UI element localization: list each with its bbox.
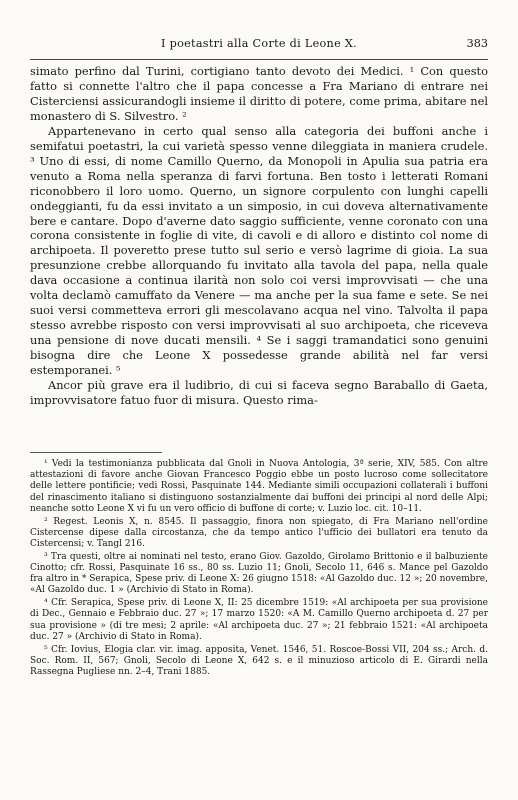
paragraph-2: Appartenevano in certo qual senso alla categoria dei buffoni anche i semifatui poetastri, la cui varietà spesso venne dileggiata in maniera crudele. ³ Uno di essi, di nome Camillo Querno, da Monopoli in Apulia sua patria era venuto a Roma nella speranza di farvi fortuna. Ben tosto i letterati Romani riconobbero il loro uomo. Querno, un signore corpulento con lunghi capelli ondeggianti, fu da essi invitato a un simposio, in cui doveva alternativamente bere e cantare. Dopo d'averne dato saggio sufficiente, venne coronato con una corona consistente in foglie di vite, di cavoli e di alloro e distinto col nome di archipoeta. Il poveretto prese tutto sul serio e versò lagrime di gioia. La sua presunzione crebbe allorquando fu invitato alla tavola del papa, nella quale dava occasione a continua ilarità non solo coi versi improvvisati — che una volta declamò camuffato da Venere — ma anche per la sua fame e sete. Se nei suoi versi commetteva errori gli mescolavano acqua nel vino. Talvolta il papa stesso avrebbe risposto con versi improvvisati al suo archipoeta, che riceveva una pensione di nove ducati mensili. ⁴ Se i saggi tramandatici sono genuini bisogna dire che Leone X possedesse grande abilità nel far versi estemporanei. ⁵ [30, 123, 488, 378]
footnote-1: ¹ Vedi la testimonianza pubblicata dal Gnoli in Nuova Antologia, 3ª serie, XIV, 585. Con altre attestazioni di favore anche Giovan Francesco Poggio ebbe un posto lucroso come sollecitatore delle lettere pontificie; vedi Rossi, Pasquinate 144. Mediante simili occupazioni collaterali i buffoni del rinascimento italiano si distinguono sostanzialmente dai buffoni dei principi al nord delle Alpi; neanche sotto Leone X vi fu un vero officio di buffone di corte; v. Luzio loc. cit. 10–11. [30, 459, 488, 514]
paragraph-3: Ancor più grave era il ludibrio, di cui si faceva segno Baraballo di Gaeta, improvvisatore fatuo fuor di misura. Questo rima- [30, 378, 488, 407]
footnotes [30, 459, 488, 680]
header-rule [30, 59, 488, 60]
footnote-5: ⁵ Cfr. Iovius, Elogia clar. vir. imag. apposita, Venet. 1546, 51. Roscoe-Bossi VII, 204 ss.; Arch. d. Soc. Rom. II, 567; Gnoli, Secolo di Leone X, 642 s. e il minuzioso articolo di E. Girardi nella Rassegna Pugliese nn. 2–4, Trani 1885. [30, 644, 488, 678]
footnote-3: ³ Tra questi, oltre ai nominati nel testo, erano Giov. Gazoldo, Girolamo Brittonio e il balbuziente Cinotto; cfr. Rossi, Pasquinate 16 ss., 80 ss. Luzio 11; Gnoli, Secolo 11, 646 s. Mance pel Gazoldo fra altro in * Serapica, Spese priv. di Leone X: 26 giugno 1518: «Al Gazoldo duc. 12 »; 20 novembre, «Al Gazoldo duc. 1 » (Archivio di Stato in Roma). [30, 551, 488, 596]
footnote-rule [30, 452, 162, 453]
paragraph-1: simato perfino dal Turini, cortigiano tanto devoto dei Medici. ¹ Con questo fatto si connette l'altro che il papa concesse a Fra Mariano di entrare nei Cisterciensi assicurandogli insieme il diritto di potere, come prima, abitare nel monastero di S. Silvestro. ² [30, 64, 488, 123]
main-text [30, 64, 488, 408]
running-header [30, 37, 488, 53]
page-number: 383 [466, 37, 488, 50]
footnote-2: ² Regest. Leonis X, n. 8545. Il passaggio, finora non spiegato, di Fra Mariano nell'ordine Cistercense dipese dalla circostanza, che da tempo antico l'ufficio dei bullatori era tenuto da Cistercensi; v. Tangl 216. [30, 516, 488, 550]
footnote-4: ⁴ Cfr. Serapica, Spese priv. di Leone X, II: 25 dicembre 1519: «Al archipoeta per sua provisione di Dec., Gennaio e Febbraio duc. 27 »; 17 marzo 1520: «A M. Camillo Querno archipoeta d. 27 per sua provisione » (di tre mesi; 2 aprile: «Al archipoeta duc. 27 »; 21 febbraio 1521: «Al archipoeta duc. 27 » (Archivio di Stato in Roma). [30, 598, 488, 642]
running-title: I poetastri alla Corte di Leone X. [161, 37, 357, 50]
